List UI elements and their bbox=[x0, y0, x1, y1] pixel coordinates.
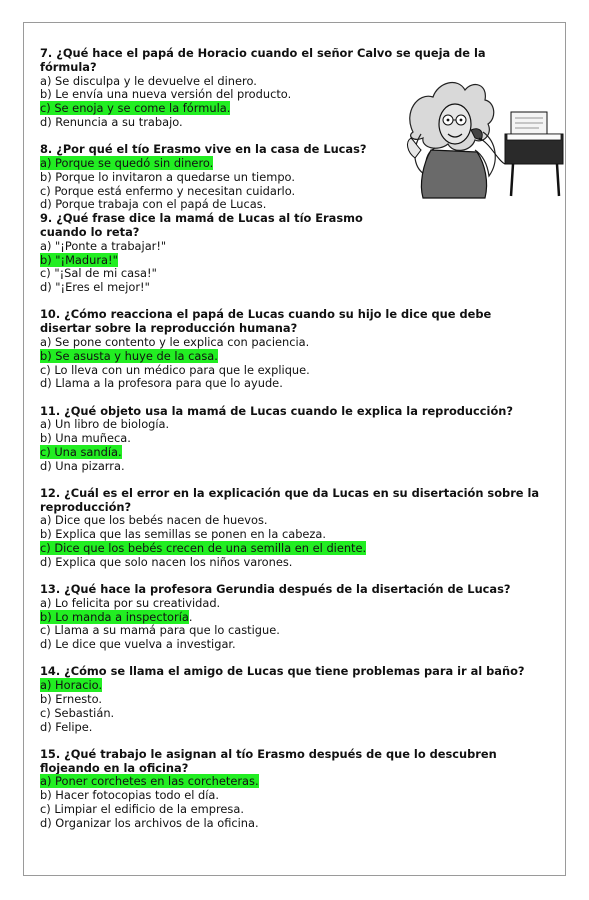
question-text: 10. ¿Cómo reacciona el papá de Lucas cuando su hijo le dice que debe disertar sobre la reproducción humana? bbox=[40, 307, 492, 336]
option-c: c) Llama a su mamá para que lo castigue. bbox=[40, 623, 280, 638]
option-d: d) Una pizarra. bbox=[40, 458, 125, 473]
question-text: 11. ¿Qué objeto usa la mamá de Lucas cuando le explica la reproducción? bbox=[40, 403, 513, 418]
option-a-correct: a) Poner corchetes en las corcheteras. bbox=[40, 774, 259, 789]
option-b: b) Le envía una nueva versión del producto. bbox=[40, 87, 292, 102]
option-c: c) "¡Sal de mi casa!" bbox=[40, 266, 157, 281]
option-d: d) Porque trabaja con el papá de Lucas. bbox=[40, 197, 267, 212]
option-a: a) "¡Ponte a trabajar!" bbox=[40, 238, 167, 253]
question-text: 12. ¿Cuál es el error en la explicación que da Lucas en su disertación sobre la reproducción? bbox=[40, 485, 540, 514]
question-14 bbox=[40, 665, 540, 734]
question-text: 7. ¿Qué hace el papá de Horacio cuando el señor Calvo se queja de la fórmula? bbox=[40, 46, 486, 74]
option-c: c) Lo lleva con un médico para que le explique. bbox=[40, 362, 310, 377]
cartoon-man-phone-piano-illustration bbox=[393, 72, 568, 202]
option-d: d) Explica que solo nacen los niños varones. bbox=[40, 554, 293, 569]
option-d: d) Llama a la profesora para que lo ayude. bbox=[40, 376, 283, 391]
option-b: b) Ernesto. bbox=[40, 692, 102, 707]
option-d: d) Renuncia a su trabajo. bbox=[40, 114, 183, 129]
option-d: d) Felipe. bbox=[40, 719, 93, 734]
option-d: d) "¡Eres el mejor!" bbox=[40, 280, 150, 295]
question-15 bbox=[40, 748, 540, 831]
question-text: 13. ¿Qué hace la profesora Gerundia después de la disertación de Lucas? bbox=[40, 582, 511, 597]
option-a: a) Se pone contento y le explica con paciencia. bbox=[40, 334, 310, 349]
question-11 bbox=[40, 405, 540, 474]
option-b: b) Hacer fotocopias todo el día. bbox=[40, 788, 220, 803]
option-c: c) Porque está enfermo y necesitan cuidarlo. bbox=[40, 183, 296, 198]
option-a: a) Dice que los bebés nacen de huevos. bbox=[40, 513, 268, 528]
option-a: a) Un libro de biología. bbox=[40, 417, 170, 432]
option-c: c) Limpiar el edificio de la empresa. bbox=[40, 801, 244, 816]
question-text: 9. ¿Qué frase dice la mamá de Lucas al tío Erasmo cuando lo reta? bbox=[40, 211, 363, 239]
question-text: 15. ¿Qué trabajo le asignan al tío Erasmo después de que lo descubren flojeando en la oficina? bbox=[40, 746, 497, 775]
option-a: a) Se disculpa y le devuelve el dinero. bbox=[40, 73, 257, 88]
option-d: d) Organizar los archivos de la oficina. bbox=[40, 815, 259, 830]
option-b: b) Una muñeca. bbox=[40, 431, 131, 446]
option-a: a) Lo felicita por su creatividad. bbox=[40, 595, 221, 610]
question-12 bbox=[40, 487, 540, 570]
question-10 bbox=[40, 308, 540, 391]
option-c-correct: c) Una sandía. bbox=[40, 444, 122, 459]
option-c-correct: c) Dice que los bebés crecen de una semilla en el diente. bbox=[40, 541, 367, 556]
option-c: c) Sebastián. bbox=[40, 705, 115, 720]
option-b-correct: b) Se asusta y huye de la casa. bbox=[40, 348, 218, 363]
option-c-correct: c) Se enoja y se come la fórmula. bbox=[40, 101, 231, 116]
option-b-correct: b) Lo manda a inspectoría. bbox=[40, 609, 193, 624]
question-text: 8. ¿Por qué el tío Erasmo vive en la casa de Lucas? bbox=[40, 142, 367, 157]
question-9 bbox=[40, 212, 540, 295]
question-text: 14. ¿Cómo se llama el amigo de Lucas que tiene problemas para ir al baño? bbox=[40, 664, 525, 679]
option-b: b) Porque lo invitaron a quedarse un tiempo. bbox=[40, 169, 295, 184]
option-b-correct: b) "¡Madura!" bbox=[40, 252, 118, 267]
option-a-correct: a) Horacio. bbox=[40, 678, 103, 693]
option-a-correct: a) Porque se quedó sin dinero. bbox=[40, 155, 214, 170]
question-13 bbox=[40, 583, 540, 652]
option-d: d) Le dice que vuelva a investigar. bbox=[40, 637, 236, 652]
option-b: b) Explica que las semillas se ponen en la cabeza. bbox=[40, 527, 327, 542]
